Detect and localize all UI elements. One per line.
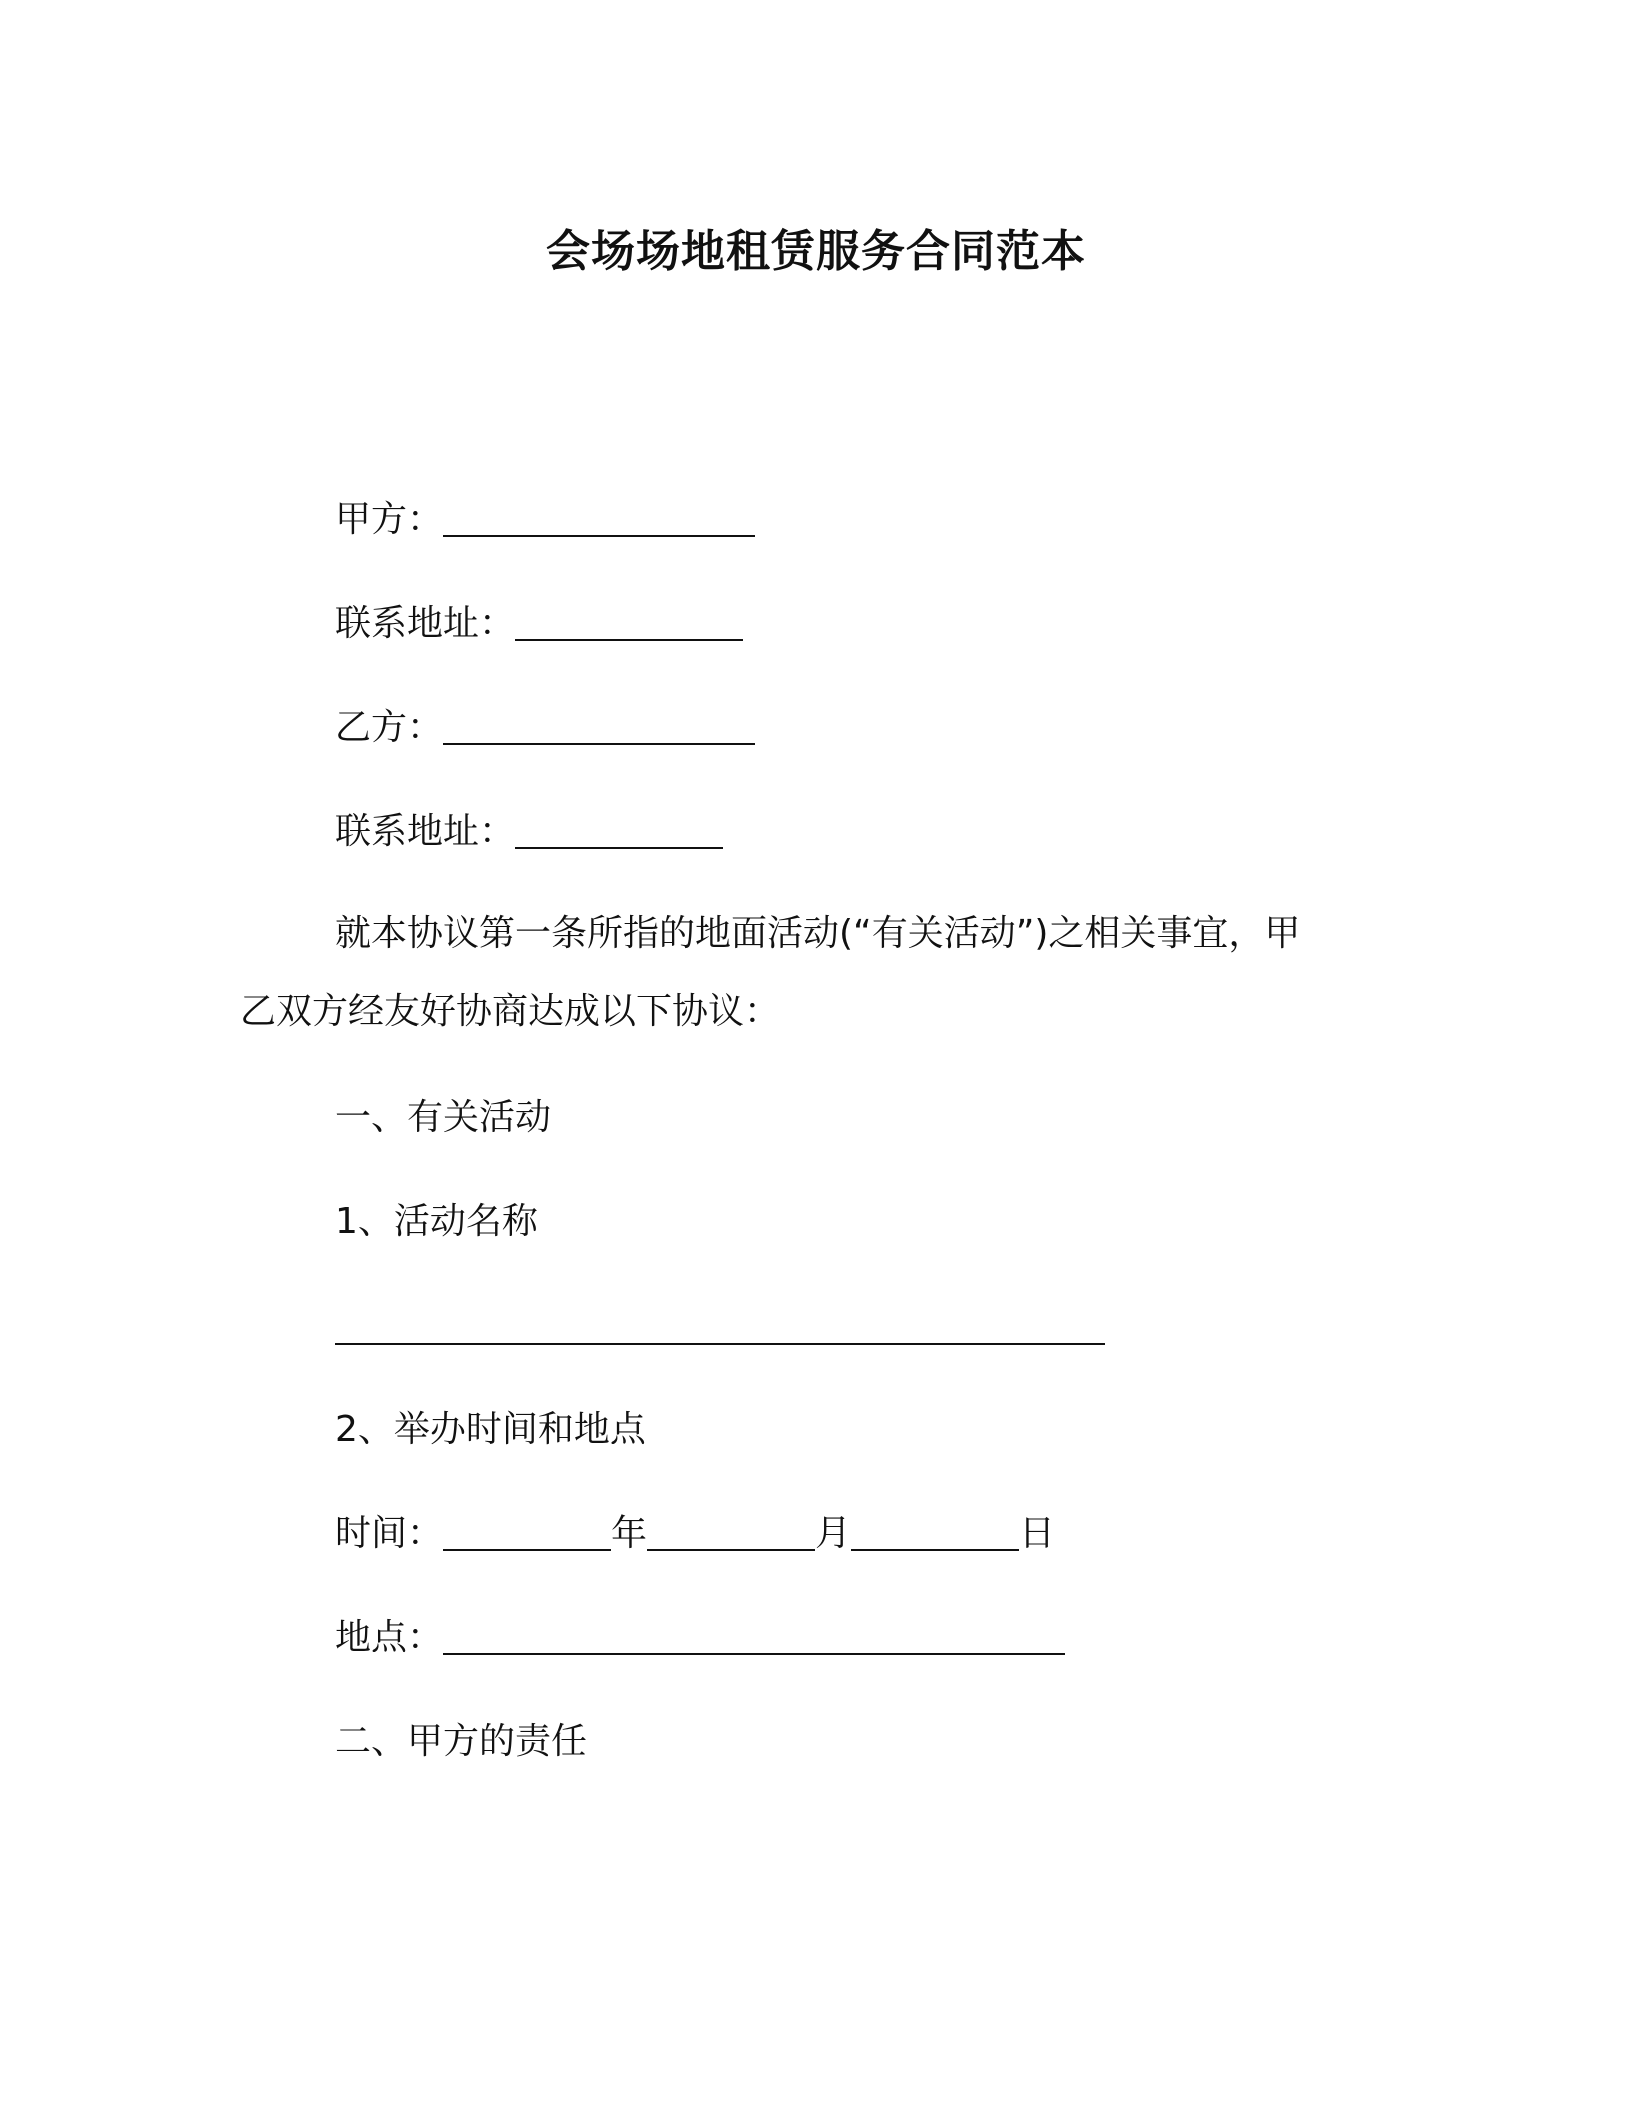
party-b-address-label: 联系地址： [335, 811, 516, 852]
item1-label: 1、活动名称 [335, 1201, 538, 1242]
place-line [335, 1613, 1065, 1663]
section1-heading: 一、有关活动 [335, 1097, 552, 1138]
month-blank [647, 1513, 815, 1551]
party-a-label: 甲方： [335, 499, 444, 540]
party-b-address-line [335, 807, 723, 857]
place-blank [443, 1617, 1065, 1655]
party-b-blank [443, 707, 755, 745]
party-a-address-line [335, 599, 743, 649]
party-b-address-blank [515, 811, 723, 849]
place-label: 地点： [335, 1617, 444, 1658]
item2-label: 2、举办时间和地点 [335, 1409, 646, 1450]
year-blank [443, 1513, 611, 1551]
party-a-line [335, 495, 755, 545]
party-a-address-label: 联系地址： [335, 603, 516, 644]
day-blank [851, 1513, 1019, 1551]
intro-paragraph-line-2: 乙双方经友好协商达成以下协议： [240, 991, 781, 1032]
party-b-label: 乙方： [335, 707, 444, 748]
month-label: 月 [815, 1513, 852, 1554]
section2-heading: 二、甲方的责任 [335, 1721, 588, 1762]
time-label: 时间： [335, 1513, 444, 1554]
intro-paragraph-line-1: 就本协议第一条所指的地面活动(“有关活动”)之相关事宜，甲 [335, 913, 1301, 954]
party-a-address-blank [515, 603, 743, 641]
time-line [335, 1509, 1055, 1559]
party-b-line [335, 703, 755, 753]
day-label: 日 [1019, 1513, 1056, 1554]
party-a-blank [443, 499, 755, 537]
document-title: 会场场地租赁服务合同范本 [546, 226, 1086, 277]
activity-name-line [335, 1303, 1105, 1353]
activity-name-blank [335, 1307, 1105, 1345]
year-label: 年 [611, 1513, 648, 1554]
